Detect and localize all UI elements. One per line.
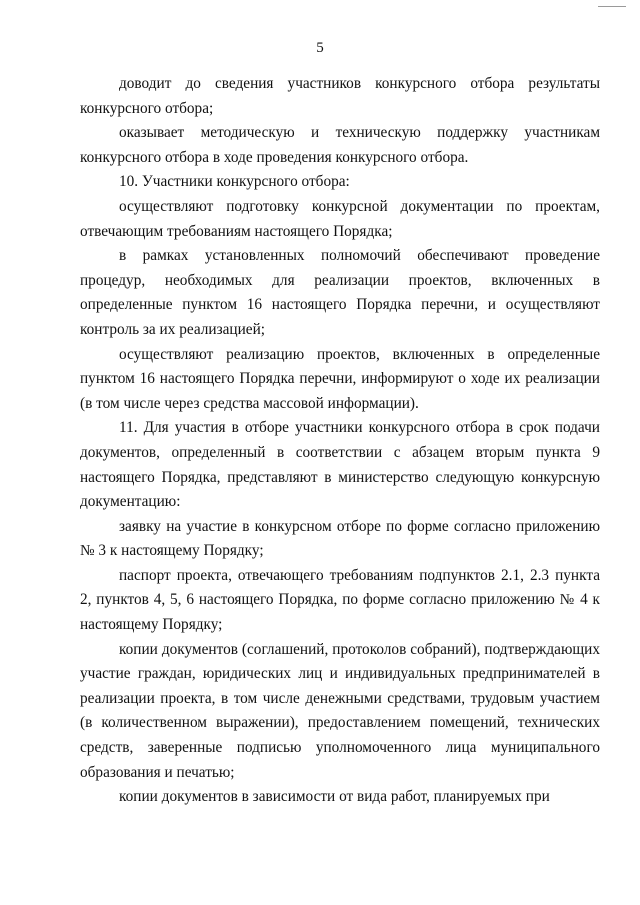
- paragraph: 11. Для участия в отборе участники конкурсного отбора в срок подачи документов, определенный в соответствии с абзацем вторым пункта 9 настоящего Порядка, представляют в министерство следующую конкурсную документацию:: [80, 419, 600, 511]
- paragraph: паспорт проекта, отвечающего требованиям подпунктов 2.1, 2.3 пункта 2, пунктов 4, 5, 6 настоящего Порядка, по форме согласно приложению № 4 к настоящему Порядку;: [80, 566, 600, 634]
- paragraph: оказывает методическую и техническую поддержку участникам конкурсного отбора в ходе проведения конкурсного отбора.: [80, 124, 600, 166]
- paragraph: доводит до сведения участников конкурсного отбора результаты конкурсного отбора;: [80, 75, 600, 117]
- paragraph: осуществляют реализацию проектов, включенных в определенные пунктом 16 настоящего Порядка перечни, информируют о ходе их реализации (в том числе через средства массовой информации).: [80, 345, 600, 412]
- paragraph: копии документов в зависимости от вида работ, планируемых при: [119, 788, 550, 806]
- paragraph: осуществляют подготовку конкурсной документации по проектам, отвечающим требованиям настоящего Порядка;: [80, 197, 600, 240]
- corner-scan-mark: [598, 6, 626, 7]
- paragraph: в рамках установленных полномочий обеспечивают проведение процедур, необходимых для реализации проектов, включенных в определенные пунктом 16 настоящего Порядка перечни, и осуществляют контроль за их реализацией;: [80, 247, 600, 338]
- paragraph: заявку на участие в конкурсном отборе по форме согласно приложению № 3 к настоящему Порядку;: [80, 517, 600, 560]
- paragraph: 10. Участники конкурсного отбора:: [119, 173, 350, 191]
- paragraph: копии документов (соглашений, протоколов собраний), подтверждающих участие граждан, юридических лиц и индивидуальных предпринимателей в реализации проекта, в том числе денежными средствами, трудовым участием (в количественном выражении), предоставлением помещений, технических средств, заверенные подписью уполномоченного лица муниципального образования и печатью;: [80, 640, 600, 781]
- page-number: 5: [316, 40, 324, 56]
- document-body: [80, 72, 600, 810]
